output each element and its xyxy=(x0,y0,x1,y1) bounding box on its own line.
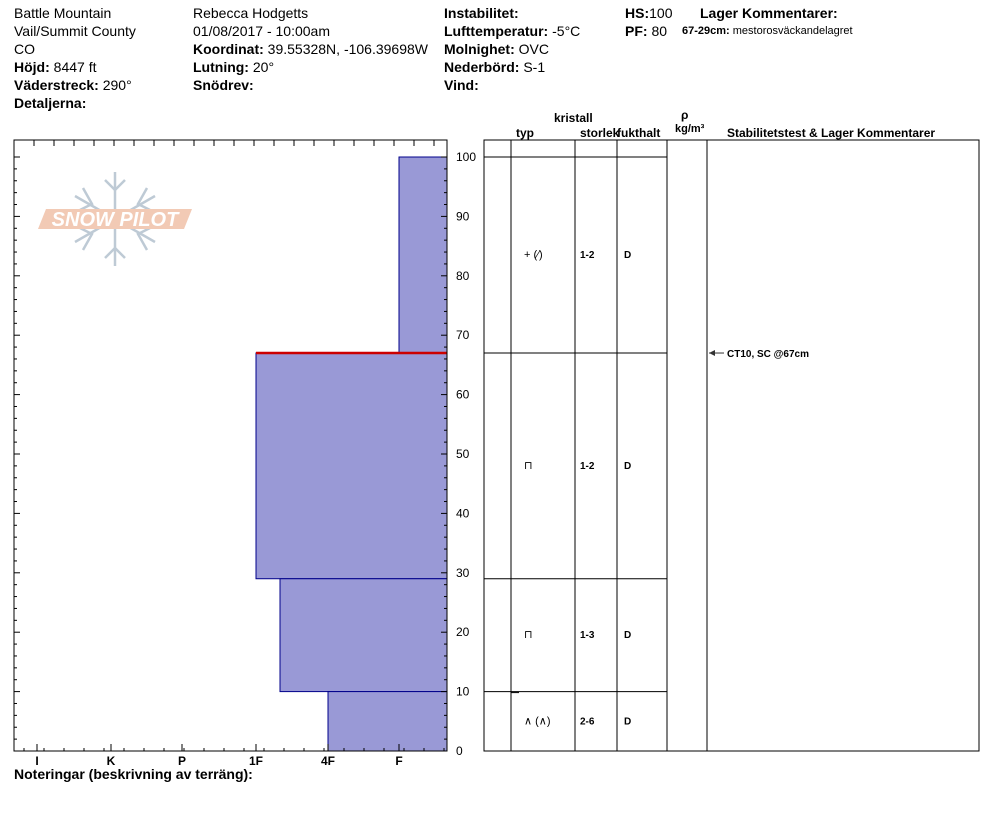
snowdrift-label: Snödrev: xyxy=(193,77,254,93)
y-tick-label: 70 xyxy=(456,328,470,343)
grain-type-symbol: ⊓ xyxy=(524,459,533,472)
layer-comment-text: mestorosväckandelagret xyxy=(732,25,853,37)
grain-type-symbol: ∧ (∧) xyxy=(524,715,551,728)
observation-datetime: 01/08/2017 - 10:00am xyxy=(193,23,330,39)
slope-value: 20° xyxy=(252,59,275,75)
layer-bar-4 xyxy=(328,692,447,751)
stability-test-label: CT10, SC @67cm xyxy=(727,349,810,361)
aspect-label: Väderstreck: xyxy=(14,77,99,93)
y-tick-label: 90 xyxy=(456,209,470,224)
grain-type-symbol: ⊓ xyxy=(524,629,533,642)
stability-arrow-head xyxy=(709,350,715,356)
hs-value: 100 xyxy=(649,5,673,21)
coordinate-value: 39.55328N, -106.39698W xyxy=(267,41,428,57)
y-tick-label: 100 xyxy=(456,150,477,164)
moisture-value: D xyxy=(624,460,632,472)
layer-bar-3 xyxy=(280,579,447,692)
location-name: Battle Mountain xyxy=(14,5,112,21)
aspect-value: 290° xyxy=(102,77,132,93)
snowpilot-logo xyxy=(38,172,192,266)
type-header: typ xyxy=(516,126,534,140)
layer-comments-label: Lager Kommentarer: xyxy=(700,5,838,21)
moisture-value: D xyxy=(624,630,632,642)
slope-label: Lutning: xyxy=(193,59,249,75)
precip-value: S-1 xyxy=(523,59,546,75)
coordinate-label: Koordinat: xyxy=(193,41,264,57)
x-tick-label: I xyxy=(35,754,39,768)
grain-size-value: 1-2 xyxy=(580,250,595,262)
cloud-value: OVC xyxy=(518,41,549,57)
x-tick-label: 4F xyxy=(320,754,336,768)
density-unit-header: kg/m³ xyxy=(675,123,705,135)
grain-size-value: 1-3 xyxy=(580,630,595,642)
x-tick-label: F xyxy=(395,754,403,768)
airtemp-value: -5°C xyxy=(552,23,581,39)
moisture-value: D xyxy=(624,716,632,728)
notes-label: Noteringar (beskrivning av terräng): xyxy=(14,766,253,782)
stability-header: Stabilitetstest & Lager Kommentarer xyxy=(727,126,936,140)
y-tick-label: 30 xyxy=(456,565,470,580)
layer-bar-1 xyxy=(399,157,447,353)
logo-text: SNOW PILOT xyxy=(51,209,179,231)
elevation-label: Höjd: xyxy=(14,59,50,75)
y-tick-label: 20 xyxy=(456,625,470,640)
moisture-value: D xyxy=(624,250,632,262)
grain-size-value: 1-2 xyxy=(580,460,595,472)
table-frame xyxy=(484,140,979,751)
pf-value: 80 xyxy=(651,23,668,39)
y-tick-label: 80 xyxy=(456,268,470,283)
details-label: Detaljerna: xyxy=(14,95,87,111)
airtemp-label: Lufttemperatur: xyxy=(444,23,549,39)
x-tick-label: K xyxy=(106,754,116,768)
pf-label: PF: xyxy=(625,23,648,39)
layer-bar-2 xyxy=(256,353,447,579)
wind-label: Vind: xyxy=(444,77,479,93)
layer-table xyxy=(484,140,979,751)
y-tick-label: 10 xyxy=(456,684,470,699)
elevation-value: 8447 ft xyxy=(53,59,97,75)
crystal-header: kristall xyxy=(554,111,593,125)
y-tick-label: 0 xyxy=(456,744,463,758)
y-tick-label: 50 xyxy=(456,447,470,461)
x-tick-label: 1F xyxy=(248,754,264,768)
rho-header: ρ xyxy=(681,108,689,122)
y-tick-label: 40 xyxy=(456,506,470,521)
grain-type-symbol: + (⁄) xyxy=(524,249,543,262)
moisture-header: fukthalt xyxy=(617,126,661,140)
instability-label: Instabilitet: xyxy=(444,5,519,21)
grain-size-value: 2-6 xyxy=(580,716,595,728)
observer-name: Rebecca Hodgetts xyxy=(193,5,309,21)
layer-bars xyxy=(256,157,447,751)
size-header: storlek xyxy=(580,126,620,140)
x-tick-label: P xyxy=(177,754,187,768)
y-tick-label: 60 xyxy=(456,387,470,402)
hs-label: HS: xyxy=(625,5,650,21)
layer-comment-range: 67-29cm: xyxy=(682,25,730,37)
region-name: Vail/Summit County xyxy=(14,23,136,39)
cloud-label: Molnighet: xyxy=(444,41,515,57)
state-name: CO xyxy=(14,41,35,57)
precip-label: Nederbörd: xyxy=(444,59,520,75)
